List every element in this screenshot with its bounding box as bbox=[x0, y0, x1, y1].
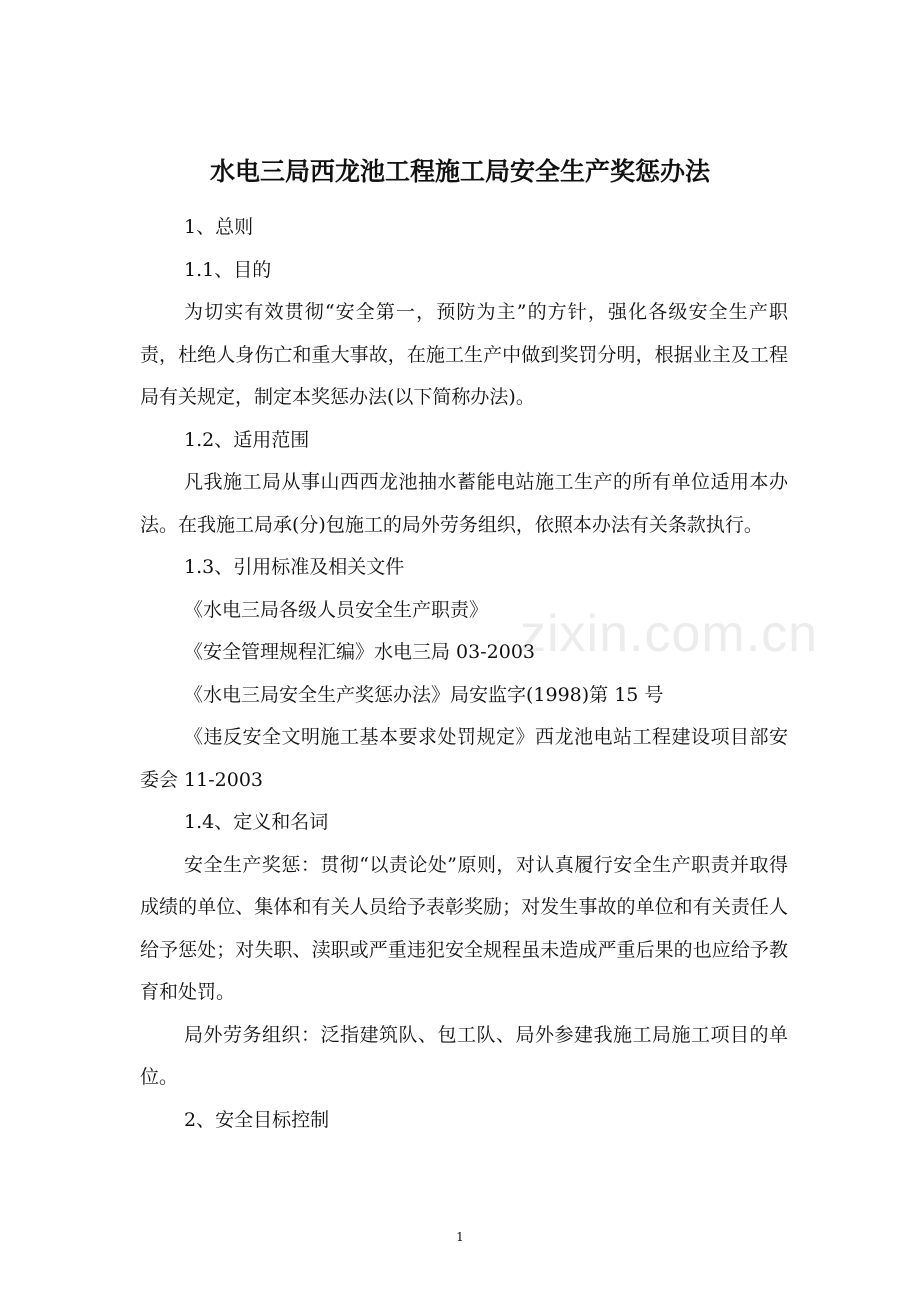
heading-scope: 1.2、适用范围 bbox=[184, 428, 310, 451]
paragraph-scope: 凡我施工局从事山西西龙池抽水蓄能电站施工生产的所有单位适用本办法。在我施工局承(分)包施工的局外劳务组织，依照本办法有关条款执行。 bbox=[140, 471, 788, 536]
heading-safety-targets: 2、安全目标控制 bbox=[184, 1108, 330, 1131]
reference-item: 《水电三局各级人员安全生产职责》 bbox=[184, 598, 489, 621]
page-number: 1 bbox=[456, 1230, 464, 1244]
heading-general: 1、总则 bbox=[184, 216, 254, 238]
reference-item: 《违反安全文明施工基本要求处罚规定》西龙池电站工程建设项目部安委会 11-2003 bbox=[140, 726, 788, 791]
reference-item: 《水电三局安全生产奖惩办法》局安监字(1998)第 15 号 bbox=[184, 683, 664, 706]
paragraph-purpose: 为切实有效贯彻“安全第一，预防为主”的方针，强化各级安全生产职责，杜绝人身伤亡和重大事故，在施工生产中做到奖罚分明，根据业主及工程局有关规定，制定本奖惩办法(以下简称办法)。 bbox=[140, 301, 788, 408]
heading-purpose: 1.1、目的 bbox=[184, 258, 272, 281]
paragraph-definition-rewards: 安全生产奖惩：贯彻“以责论处”原则，对认真履行安全生产职责并取得成绩的单位、集体和有关人员给予表彰奖励；对发生事故的单位和有关责任人给予惩处；对失职、渎职或严重违犯安全规程虽未造成严重后果的也应给予教育和处罚。 bbox=[140, 853, 788, 1003]
document-title: 水电三局西龙池工程施工局安全生产奖惩办法 bbox=[209, 157, 710, 186]
heading-definitions: 1.4、定义和名词 bbox=[184, 811, 329, 833]
heading-references: 1.3、引用标准及相关文件 bbox=[184, 556, 405, 578]
reference-item: 《安全管理规程汇编》水电三局 03-2003 bbox=[184, 641, 535, 663]
document-body bbox=[140, 206, 788, 1141]
paragraph-definition-labor: 局外劳务组织：泛指建筑队、包工队、局外参建我施工局施工项目的单位。 bbox=[140, 1023, 788, 1088]
watermark: zixin.com.cn bbox=[520, 605, 819, 663]
